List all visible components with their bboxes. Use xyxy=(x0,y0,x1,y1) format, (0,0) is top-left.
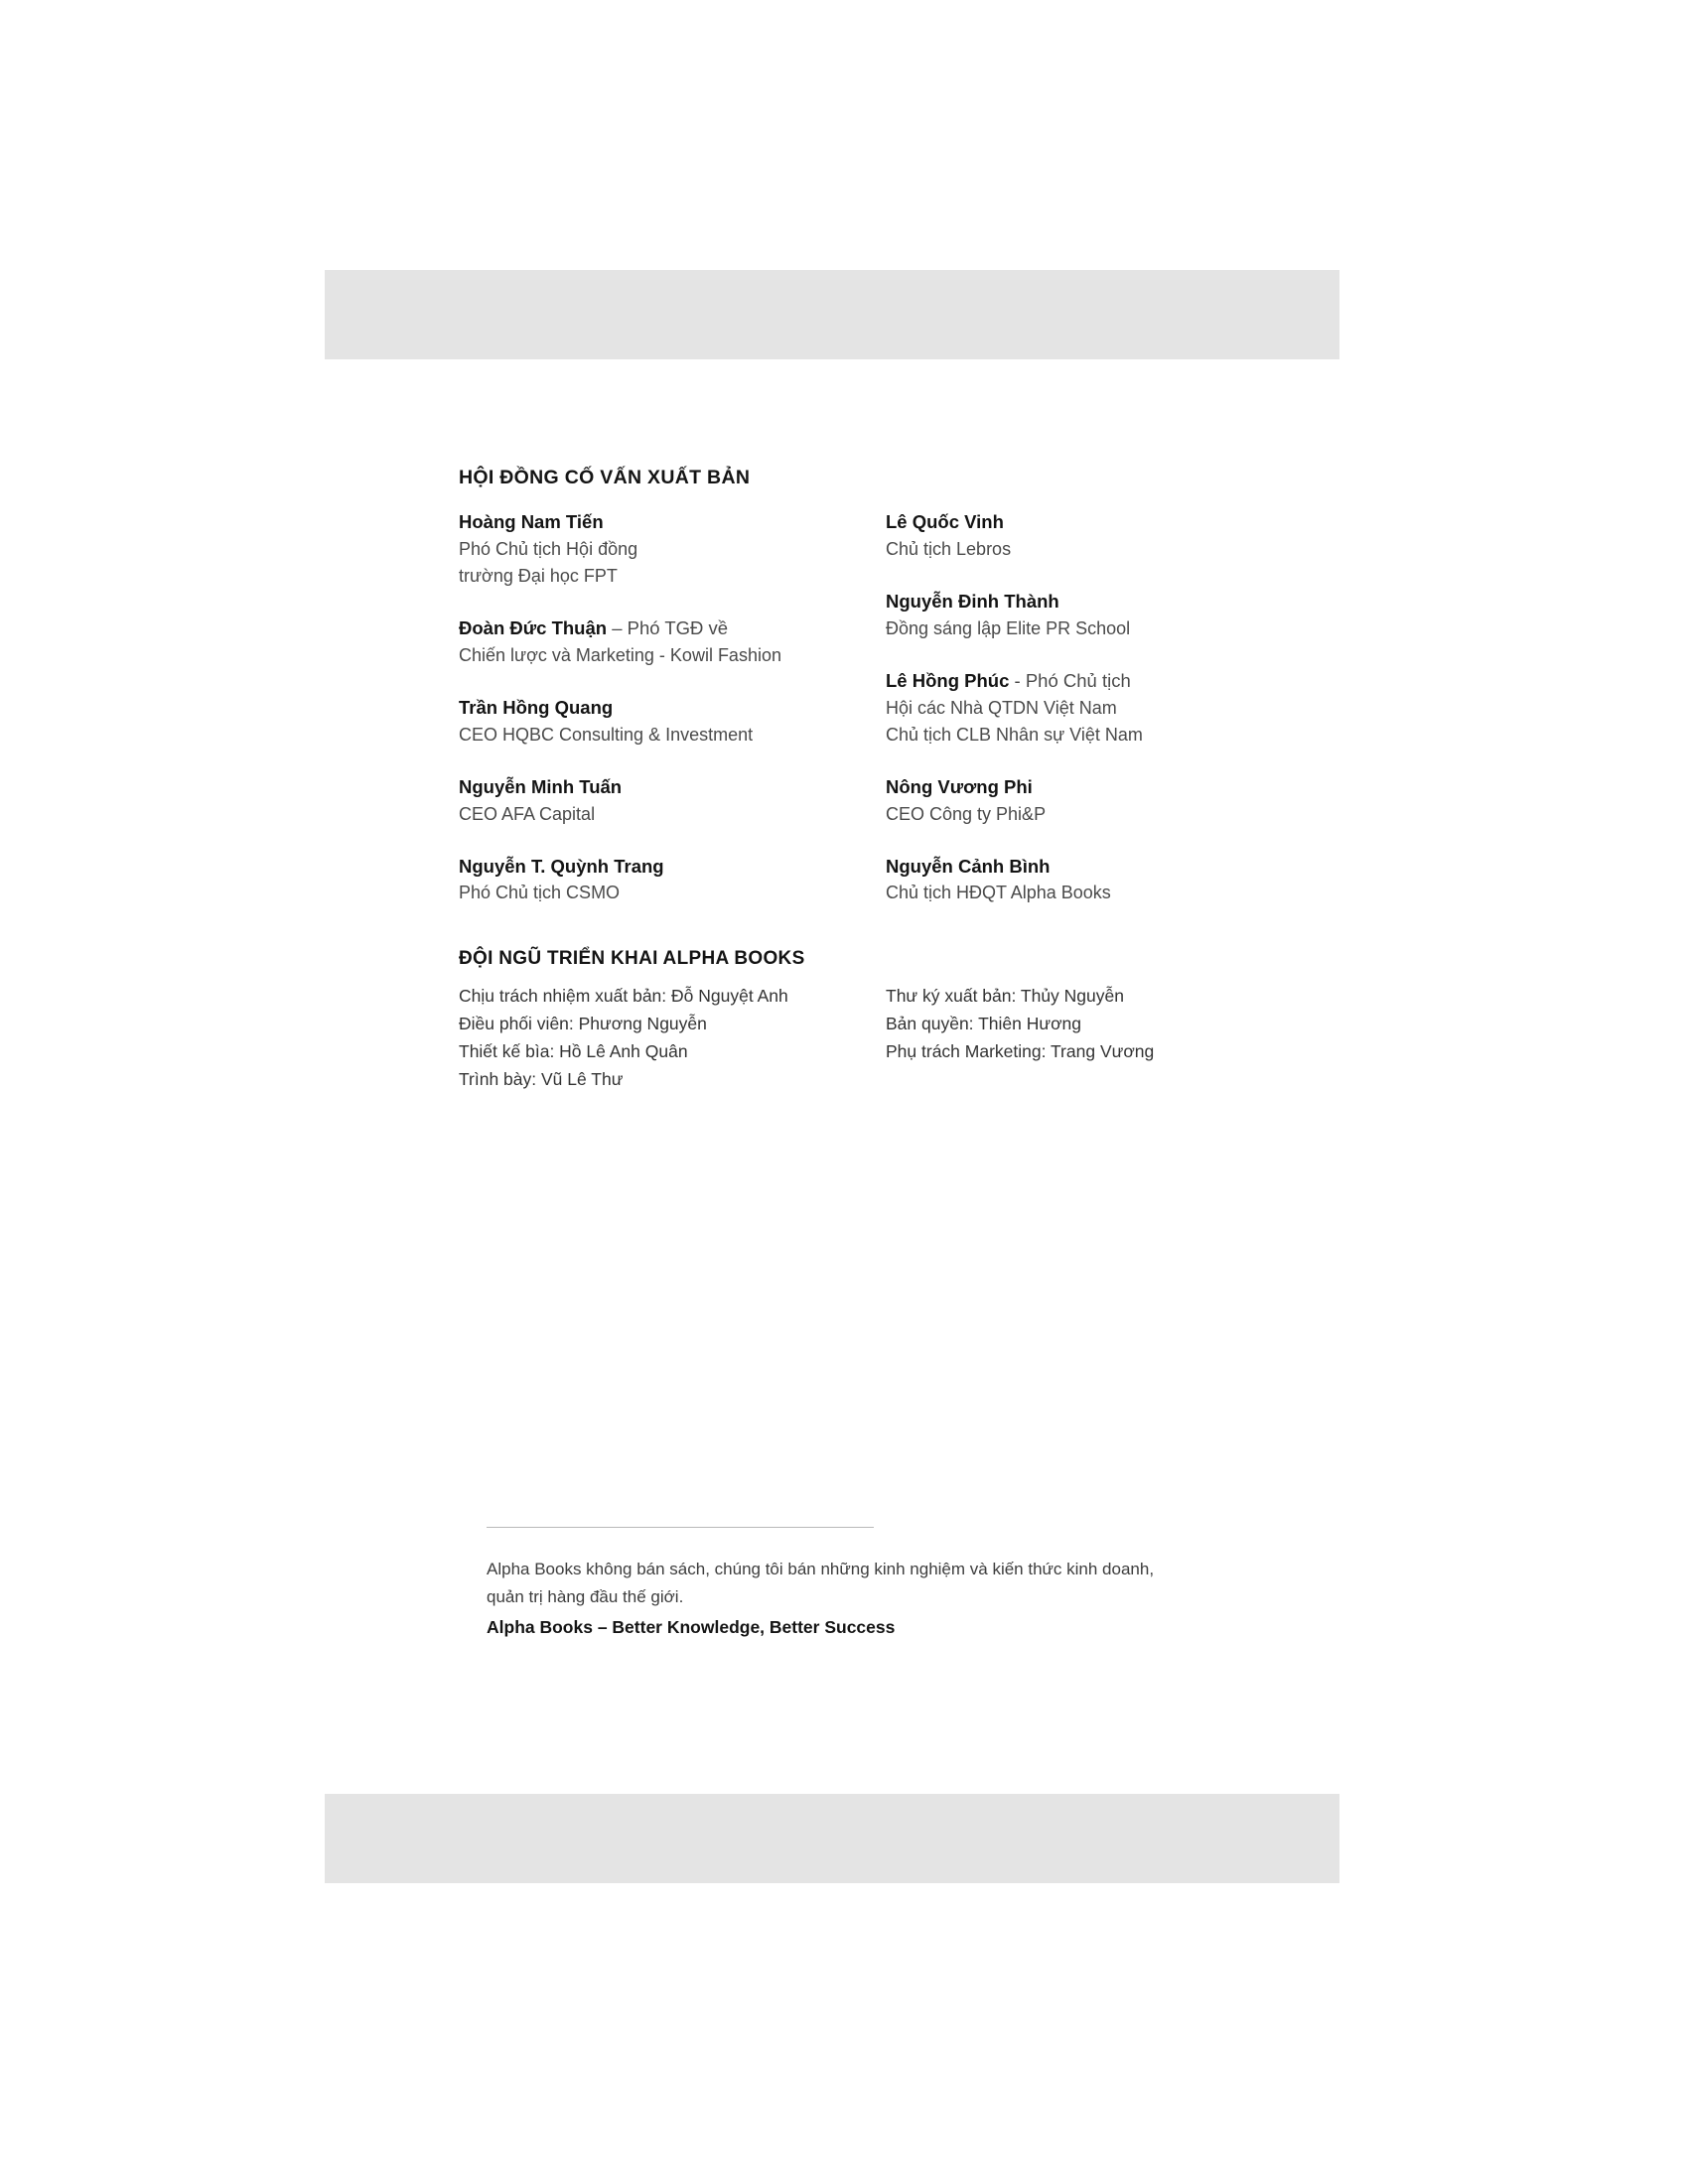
advisor-role-line: CEO Công ty Phi&P xyxy=(886,803,1047,824)
advisory-board-right-column xyxy=(886,509,1283,906)
advisor-name xyxy=(459,509,886,536)
advisor-name xyxy=(459,854,886,881)
team-heading: ĐỘI NGŨ TRIỂN KHAI ALPHA BOOKS xyxy=(459,948,805,970)
advisor-role-line: CEO HQBC Consulting & Investment xyxy=(459,724,754,745)
team-columns xyxy=(459,982,1283,1093)
advisor-entry xyxy=(886,509,1283,563)
advisor-entry xyxy=(459,615,886,669)
advisor-name-text: Hoàng Nam Tiến xyxy=(459,511,604,533)
publisher-slogan: Alpha Books – Better Knowledge, Better Success xyxy=(487,1617,896,1638)
divider xyxy=(487,1527,874,1528)
advisor-name-text: Nguyễn Minh Tuấn xyxy=(459,775,623,797)
team-credit-line: Thư ký xuất bản: Thủy Nguyễn xyxy=(886,986,1124,1007)
advisor-entry xyxy=(886,589,1283,642)
team-credit-line: Phụ trách Marketing: Trang Vương xyxy=(886,1041,1155,1062)
advisor-name-text: Nguyễn T. Quỳnh Trang xyxy=(459,855,664,877)
advisor-entry xyxy=(459,509,886,590)
advisor-name-text: Nguyễn Đinh Thành xyxy=(886,591,1059,613)
publisher-note xyxy=(487,1527,1182,1638)
advisor-entry xyxy=(459,774,886,828)
advisor-name-text: Nông Vương Phi xyxy=(886,775,1033,797)
publisher-note-text: Alpha Books không bán sách, chúng tôi bán những kinh nghiệm và kiến thức kinh doanh, quản trị hàng đầu thế giới. xyxy=(487,1560,1155,1607)
advisor-inline-role: – Phó TGĐ về xyxy=(607,617,729,639)
advisor-role-line: Chiến lược và Marketing - Kowil Fashion xyxy=(459,645,781,666)
advisor-inline-role: - Phó Chủ tịch xyxy=(1009,670,1131,692)
advisor-role-line: Chủ tịch HĐQT Alpha Books xyxy=(886,883,1111,903)
team-credit-line: Điều phối viên: Phương Nguyễn xyxy=(459,1014,707,1034)
page-top-band xyxy=(325,270,1339,359)
advisor-name-text: Đoàn Đức Thuận xyxy=(459,617,608,639)
advisor-name xyxy=(886,668,1283,695)
team-right-column xyxy=(886,982,1283,1093)
advisor-role-line: Hội các Nhà QTDN Việt Nam xyxy=(886,697,1117,718)
advisor-role-line: trường Đại học FPT xyxy=(459,566,618,587)
advisory-board-heading: HỘI ĐỒNG CỐ VẤN XUẤT BẢN xyxy=(459,467,751,488)
team-credit-line: Trình bày: Vũ Lê Thư xyxy=(459,1069,624,1090)
advisor-name xyxy=(459,695,886,722)
advisor-name xyxy=(886,589,1283,615)
advisor-role-line: Chủ tịch Lebros xyxy=(886,539,1012,560)
advisor-name-text: Trần Hồng Quang xyxy=(459,697,614,719)
team-section xyxy=(459,948,1283,1093)
advisor-name xyxy=(886,854,1283,881)
page-content xyxy=(459,467,1283,1093)
team-left-column xyxy=(459,982,886,1093)
advisor-name xyxy=(886,774,1283,801)
team-credit-line: Thiết kế bìa: Hồ Lê Anh Quân xyxy=(459,1041,688,1062)
advisor-name-text: Lê Quốc Vinh xyxy=(886,511,1004,533)
advisor-name-text: Lê Hồng Phúc xyxy=(886,670,1010,692)
advisor-role-line: Đồng sáng lập Elite PR School xyxy=(886,618,1131,639)
team-credit-line: Bản quyền: Thiên Hương xyxy=(886,1014,1082,1034)
team-credit-line: Chịu trách nhiệm xuất bản: Đỗ Nguyệt Anh xyxy=(459,986,788,1007)
advisor-entry xyxy=(886,854,1283,907)
page-bottom-band xyxy=(325,1794,1339,1883)
advisor-entry xyxy=(886,668,1283,749)
advisory-board-columns xyxy=(459,509,1283,906)
advisor-name xyxy=(886,509,1283,536)
advisor-name-text: Nguyễn Cảnh Bình xyxy=(886,855,1051,877)
advisor-role-line: CEO AFA Capital xyxy=(459,803,596,824)
advisor-entry xyxy=(886,774,1283,828)
advisor-role-line: Chủ tịch CLB Nhân sự Việt Nam xyxy=(886,724,1143,745)
advisor-role-line: Phó Chủ tịch CSMO xyxy=(459,883,621,903)
advisor-entry xyxy=(459,854,886,907)
advisor-name xyxy=(459,774,886,801)
advisor-role-line: Phó Chủ tịch Hội đồng xyxy=(459,539,638,560)
advisor-name xyxy=(459,615,886,642)
advisory-board-left-column xyxy=(459,509,886,906)
advisor-entry xyxy=(459,695,886,749)
